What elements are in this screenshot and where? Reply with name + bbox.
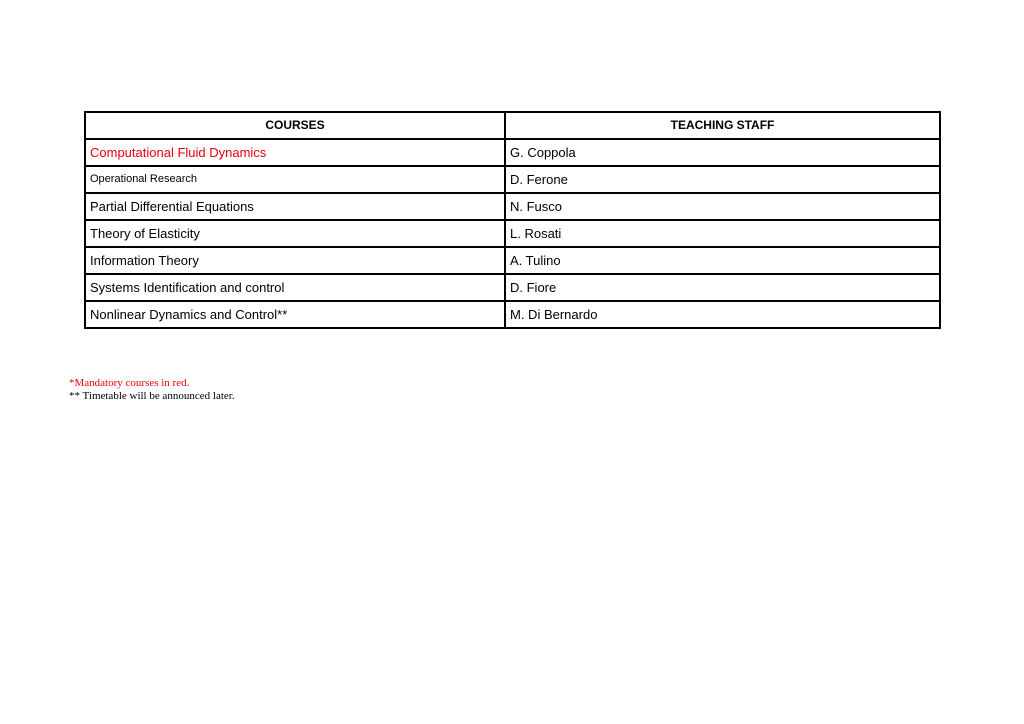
courses-table xyxy=(84,111,941,329)
staff-cell: A. Tulino xyxy=(505,247,940,274)
course-cell: Information Theory xyxy=(85,247,505,274)
course-cell: Partial Differential Equations xyxy=(85,193,505,220)
staff-cell: D. Ferone xyxy=(505,166,940,193)
timetable-note: ** Timetable will be announced later. xyxy=(69,390,235,402)
staff-cell: D. Fiore xyxy=(505,274,940,301)
course-cell: Operational Research xyxy=(85,166,505,193)
course-cell: Computational Fluid Dynamics xyxy=(85,139,505,166)
staff-cell: N. Fusco xyxy=(505,193,940,220)
course-cell: Systems Identification and control xyxy=(85,274,505,301)
mandatory-note: *Mandatory courses in red. xyxy=(69,377,190,389)
staff-cell: L. Rosati xyxy=(505,220,940,247)
table-header-row xyxy=(85,112,940,139)
staff-cell: M. Di Bernardo xyxy=(505,301,940,328)
table-row xyxy=(85,193,940,220)
column-header-teaching-staff: TEACHING STAFF xyxy=(505,112,940,139)
table-row xyxy=(85,274,940,301)
table-row xyxy=(85,301,940,328)
table-row xyxy=(85,139,940,166)
table-row xyxy=(85,247,940,274)
course-cell: Theory of Elasticity xyxy=(85,220,505,247)
staff-cell: G. Coppola xyxy=(505,139,940,166)
column-header-courses: COURSES xyxy=(85,112,505,139)
course-cell: Nonlinear Dynamics and Control** xyxy=(85,301,505,328)
table-row xyxy=(85,166,940,193)
footnotes xyxy=(69,377,235,403)
table-row xyxy=(85,220,940,247)
